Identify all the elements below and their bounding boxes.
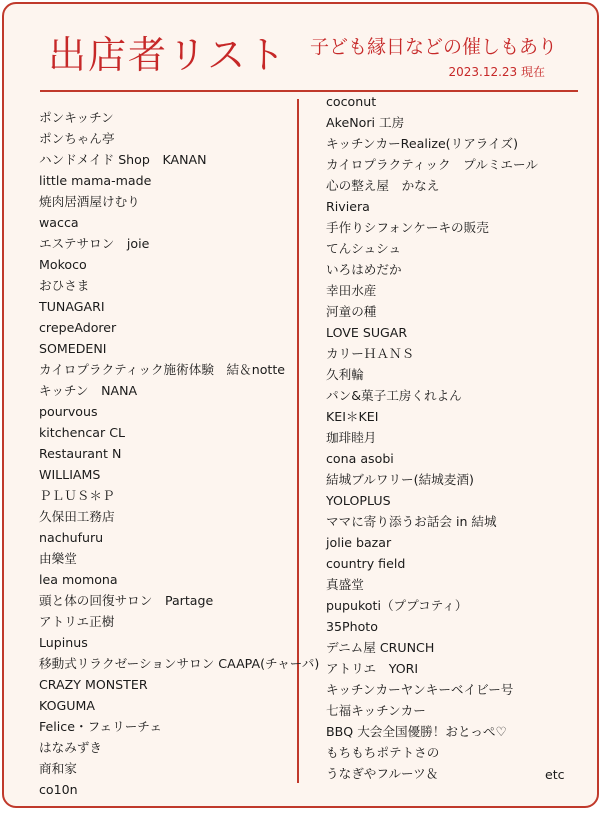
vendor-item: アトリエ正樹 <box>39 614 115 629</box>
vendor-item: Riviera <box>326 199 370 214</box>
vendor-item: 結城ブルワリー(結城麦酒) <box>326 472 474 487</box>
vendor-item: てんシュシュ <box>326 241 402 256</box>
vendor-item: パン&菓子工房くれよん <box>326 388 462 403</box>
vendor-item: キッチン NANA <box>39 383 138 398</box>
vendor-item: 由樂堂 <box>39 551 77 566</box>
vendor-item: Lupinus <box>39 635 88 650</box>
vendor-item: 幸田水産 <box>326 283 377 298</box>
vendor-item: crepeAdorer <box>39 320 117 335</box>
vendor-item: WILLIAMS <box>39 467 101 482</box>
vendor-item: nachufuru <box>39 530 104 545</box>
vendor-item: wacca <box>39 215 79 230</box>
vendor-item: 商和家 <box>39 761 77 776</box>
vendor-item: AkeNori 工房 <box>326 115 405 130</box>
vendor-item: Mokoco <box>39 257 87 272</box>
vendor-item: 焼肉居酒屋けむり <box>39 194 140 209</box>
vendor-item: カイロプラクティック施術体験 結＆notte <box>39 362 286 377</box>
vendor-item: アトリエ YORI <box>326 661 419 676</box>
vendor-item: おひさま <box>39 278 90 293</box>
vendor-item: うなぎやフルーツ＆ <box>326 766 439 781</box>
vendor-item: jolie bazar <box>326 535 392 550</box>
vendor-list-left <box>39 107 319 800</box>
vendor-item: はなみずき <box>39 740 102 755</box>
vendor-item: BBQ 大会全国優勝！おとっぺ♡ <box>326 724 507 739</box>
vendor-item: 七福キッチンカー <box>326 703 426 718</box>
vendor-item: エステサロン joie <box>39 236 150 251</box>
vendor-item: YOLOPLUS <box>326 493 391 508</box>
vendor-item: 久保田工務店 <box>39 509 115 524</box>
vendor-item: cona asobi <box>326 451 394 466</box>
vendor-item: カリーＨＡＮＳ <box>326 346 415 361</box>
vendor-item: KOGUMA <box>39 698 95 713</box>
vendor-item: ＰＬＵＳ＊Ｐ <box>39 488 115 503</box>
vendor-item: 手作りシフォンケーキの販売 <box>326 220 489 235</box>
vendor-item: LOVE SUGAR <box>326 325 408 340</box>
vendor-item: ママに寄り添うお話会 in 結城 <box>326 514 497 529</box>
vendor-item: coconut <box>326 94 377 109</box>
vendor-item: pupukoti（ププコティ） <box>326 598 468 613</box>
vendor-item: 真盛堂 <box>326 577 364 592</box>
vendor-item: Felice・フェリーチェ <box>39 719 163 734</box>
vendor-item: キッチンカーヤンキーベイビー号 <box>326 682 514 697</box>
vendor-item: little mama-made <box>39 173 152 188</box>
vendor-list-right <box>326 91 538 784</box>
vendor-item: ハンドメイド Shop KANAN <box>39 152 207 167</box>
vendor-item: 心の整え屋 かなえ <box>326 178 440 193</box>
vendor-item: 河童の種 <box>326 304 377 319</box>
vendor-item: lea momona <box>39 572 118 587</box>
vendor-item: kitchencar CL <box>39 425 125 440</box>
vendor-item: 35Photo <box>326 619 378 634</box>
vendor-item: Restaurant N <box>39 446 122 461</box>
vendor-item: デニム屋 CRUNCH <box>326 640 435 655</box>
vendor-item: 珈琲睦月 <box>326 430 377 445</box>
vendor-item: ポンちゃん亭 <box>39 131 115 146</box>
etc-note: etc <box>545 767 565 782</box>
vendor-item: 頭と体の回復サロン Partage <box>39 593 214 608</box>
vendor-item: CRAZY MONSTER <box>39 677 148 692</box>
vendor-item: 久利輪 <box>326 367 364 382</box>
as-of-date: 2023.12.23 現在 <box>448 65 545 79</box>
vendor-item: country field <box>326 556 406 571</box>
vendor-item: カイロプラクティック プルミエール <box>326 157 538 172</box>
subtitle: 子ども縁日などの催しもあり <box>309 36 557 58</box>
page-title: 出店者リスト <box>48 33 288 77</box>
vendor-item: もちもちポテトさの <box>326 745 440 760</box>
vendor-item: いろはめだか <box>326 262 402 277</box>
vendor-item: TUNAGARI <box>39 299 105 314</box>
vendor-item: SOMEDENI <box>39 341 107 356</box>
vendor-item: 移動式リラクゼーションサロン CAAPA(チャーパ) <box>39 656 320 671</box>
vendor-item: KEI＊KEI <box>326 409 379 424</box>
vendor-item: co10n <box>39 782 78 797</box>
vendor-item: pourvous <box>39 404 98 419</box>
vendor-item: キッチンカーRealize(リアライズ) <box>326 136 518 151</box>
vendor-item: ポンキッチン <box>39 110 114 125</box>
